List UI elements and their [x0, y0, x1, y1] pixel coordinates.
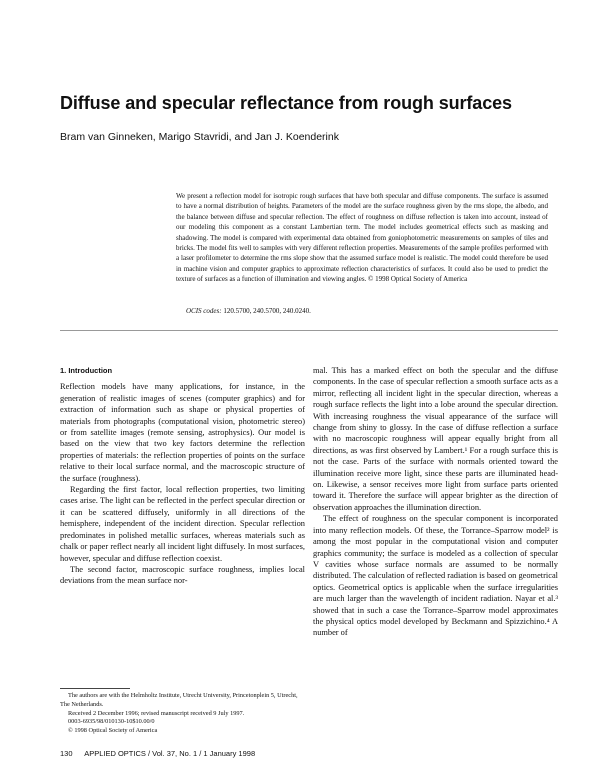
running-footer [60, 749, 560, 758]
paragraph: mal. This has a marked effect on both the specular and the diffuse components. In the case of specular reflection a smooth surface acts as a mirror, reflecting all incident light in the specular direction, whereas a rough surface reflects the light into a lobe around the specular direction. With increasing roughness the visual appearance of the surface will change from shiny to glossy. In the case of diffuse reflection a surface with no macroscopic roughness will appear equally bright from all directions, as was first observed by Lambert.¹ For a rough surface this is not the case. Parts of the surface with normals oriented toward the illumination receive more light, since these parts are illuminated head-on. Likewise, a sensor receives more light from surface parts oriented toward it. Therefore the surface will appear brighter as the direction of observation approaches the illumination direction. [313, 366, 558, 512]
page-number: 130 [60, 749, 73, 758]
footnote-received: Received 2 December 1996; revised manuscript received 9 July 1997. [68, 709, 245, 717]
ocis-code-list: 120.5700, 240.5700, 240.0240. [223, 307, 311, 315]
footnote-affiliation: The authors are with the Helmholtz Institute, Utrecht University, Princetonplein 5, Utrecht, The Netherlands. [60, 692, 298, 708]
ocis-codes [186, 306, 548, 316]
abstract-rule [60, 330, 558, 331]
paragraph: The effect of roughness on the specular component is incorporated into many reflection models. Of these, the Torrance–Sparrow model² is among the most popular in the computational vision and computer graphics community; the surface is modeled as a collection of specular V cavities whose surface normals are assumed to be normally distributed. The calculation of reflected radiation is based on geometrical optics. Geometrical optics is applicable when the surface irregularities are much larger than the wavelength of incident radiation. Nayar et al.³ showed that in such a case the Torrance–Sparrow model approximates the physical optics model developed by Beckmann and Spizzichino.⁴ A number of [313, 514, 558, 638]
ocis-label: OCIS codes: [186, 307, 222, 315]
left-column [60, 365, 305, 587]
journal-citation: APPLIED OPTICS / Vol. 37, No. 1 / 1 January 1998 [84, 749, 256, 758]
section-heading-introduction: 1. Introduction [60, 366, 113, 375]
footnote-code: 0003-6935/98/010130-10$10.00/0 [68, 718, 155, 726]
paragraph: The second factor, macroscopic surface roughness, implies local deviations from the mean surface nor- [60, 564, 305, 586]
author-list: Bram van Ginneken, Marigo Stavridi, and Jan J. Koenderink [60, 131, 339, 143]
abstract: We present a reflection model for isotropic rough surfaces that have both specular and diffuse components. The surface is assumed to have a normal distribution of heights. Parameters of the model are the surface roughness given by the rms slope, the albedo, and the balance between diffuse and specular reflection. The effect of roughness on diffuse reflection is taken into account, instead of our modeling this component as a constant Lambertian term. The model includes geometrical effects such as masking and shadowing. The model is compared with experimental data obtained from goniophotometric measurements on samples of tiles and bricks. The model fits well to samples with very different reflection properties. Measurements of the sample profiles performed with a laser profilometer to determine the rms slope show that the assumed surface model is realistic. The model could therefore be used in machine vision and computer graphics to approximate reflection characteristics of surfaces. It could also be used to predict the texture of surfaces as a function of illumination and viewing angles. © 1998 Optical Society of America [176, 192, 548, 284]
paragraph: Regarding the first factor, local reflection properties, two limiting cases arise. The light can be reflected in the perfect specular direction or it can be scattered diffusely, uniformly in all directions of the hemisphere, independent of the incident direction. Specular reflection predominates in polished metallic surfaces, whereas materials such as chalk or paper reflect nearly all incident light diffusely. In most surfaces, however, specular and diffuse reflection coexist. [60, 485, 305, 563]
footnote-rule [60, 688, 130, 689]
right-column [313, 365, 558, 639]
footnotes [60, 692, 305, 736]
paper-title: Diffuse and specular reflectance from rough surfaces [60, 93, 512, 113]
footnote-copyright: © 1998 Optical Society of America [68, 727, 158, 735]
paragraph: Reflection models have many applications, for instance, in the generation of realistic images of scenes (computer graphics) and for extraction of information such as shape or physical properties of materials from photographs (computational vision, photometric stereo) or from satellite images (remote sensing, astrophysics). Our model is based on the view that two key factors determine the reflection properties of materials: the reflection properties of points on the surface relative to their local surface normal, and the macroscopic structure of the surface (roughness). [60, 382, 305, 483]
